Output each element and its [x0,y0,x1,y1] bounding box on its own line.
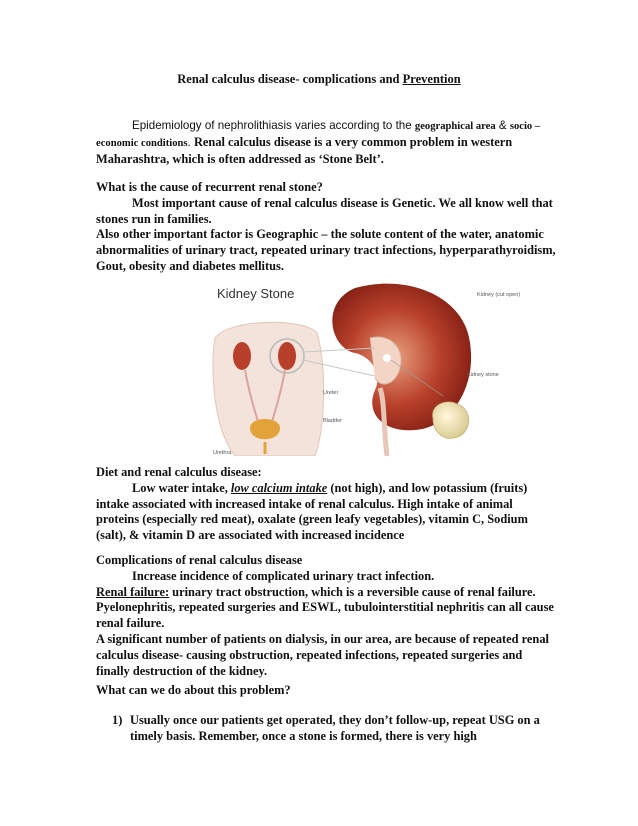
diet-text-1: Low water intake, [132,480,231,495]
intro-sans-text: Epidemiology of nephrolithiasis varies according to the [132,119,415,132]
diet-text-italic: low calcium intake [230,480,328,495]
what-can-we-do-section [96,683,556,699]
label-urethra: Urethra [213,450,232,456]
left-small-kidney [233,342,251,370]
intro-dot: . [187,135,194,149]
right-small-kidney [278,342,296,370]
diet-text-3: (not high), and low potassium (fruits) intake associated with increased intake of renal calculus. High intake of animal proteins (especially red meat), oxalate (green leafy vegetables), vitamin C, Sodium (salt), & vitamin D are associated with increased incidence [96,480,528,543]
complications-line-1: Increase incidence of complicated urinary tract infection. [132,568,435,583]
figure-heading: Kidney Stone [217,286,295,301]
intro-paragraph [96,118,556,167]
kidney-stone-illustration [205,278,520,456]
what-can-we-do-heading: What can we do about this problem? [96,683,291,697]
cause-section [96,180,556,275]
advice-list [96,713,556,745]
diet-heading: Diet and renal calculus disease: [96,465,262,479]
complications-section [96,553,556,679]
cause-genetic-text: Most important cause of renal calculus disease is Genetic. We all know well that stones run in families. [96,195,553,226]
intro-bold-text: Renal calculus disease is a very common problem in western Maharashtra, which is often addressed as ‘Stone Belt’. [96,134,513,166]
title-underlined: Prevention [402,72,461,86]
complications-heading: Complications of renal calculus disease [96,553,303,567]
stone-in-kidney [383,354,391,362]
cause-geographic-text: Also other important factor is Geographic – the solute content of the water, anatomic abnormalities of urinary tract, repeated urinary tract infections, hyperparathyroidism, Gout, obesity and diabetes mellitus. [96,227,556,273]
list-item-number: 1) [112,713,123,727]
document-title [0,72,638,87]
intro-small-bold: geographical area [414,121,496,132]
label-kidney-stone: Kidney stone [467,372,499,378]
kidney-stone-image [433,402,469,438]
label-kidney-cut: Kidney (cut open) [477,292,520,298]
renal-failure-label: Renal failure: [96,584,170,599]
renal-failure-text: urinary tract obstruction, which is a reversible cause of renal failure. Pyelonephritis, repeated surgeries and ESWL, tubulointerstitial nephritis can all cause renal failure. [96,584,554,631]
list-item [96,713,556,745]
list-item-text: Usually once our patients get operated, they don’t follow-up, repeat USG on a timely basis. Remember, once a stone is formed, there is very high [130,713,540,743]
diet-section [96,465,556,544]
dialysis-text: A significant number of patients on dialysis, in our area, are because of repeated renal calculus disease- causing obstruction, repeated infections, repeated surgeries and finally destruction of the kidney. [96,631,549,678]
intro-amp: & [495,119,510,132]
intro-small-bold-2: socio – economic conditions [96,121,541,149]
label-ureter: Ureter [323,390,339,396]
bladder-shape [250,419,280,439]
cause-heading: What is the cause of recurrent renal stone? [96,180,323,194]
label-bladder: Bladder [323,418,342,424]
title-text: Renal calculus disease- complications and [177,72,403,86]
